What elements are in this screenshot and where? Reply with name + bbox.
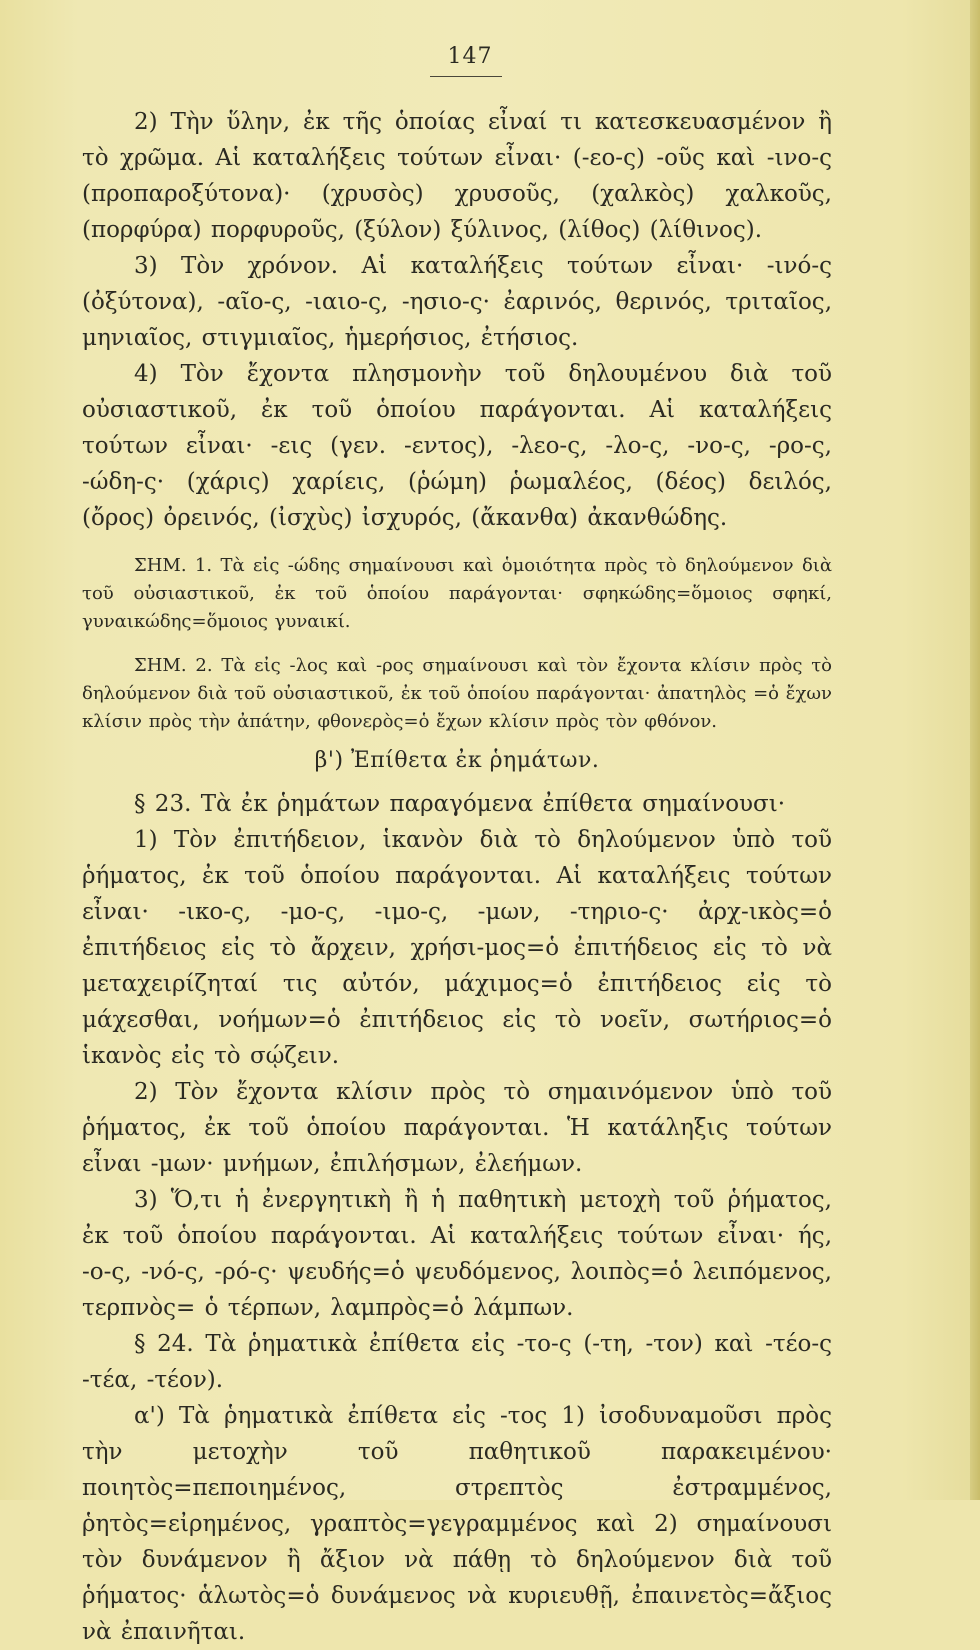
page-number-underline (430, 76, 502, 77)
page-number: 147 (447, 44, 493, 69)
section-heading: β') Ἐπίθετα ἐκ ῥημάτων. (314, 748, 600, 773)
paragraph-section-24: § 24. Τὰ ῥηματικὰ ἐπίθετα εἰς -το-ς (-τη, -τον) καὶ -τέο-ς -τέα, -τέον). (82, 1331, 832, 1393)
paragraph-abundance: 4) Τὸν ἔχοντα πλησμονὴν τοῦ δηλουμένου διὰ τοῦ οὐσιαστικοῦ, ἐκ τοῦ ὁποίου παράγονται. Αἱ καταλήξεις τούτων εἶναι· -εις (γεν. -εντος), -λεο-ς, -λο-ς, -νο-ς, -ρο-ς, -ώδη-ς· (χάρις) χαρίεις, (ῥώμη) ῥωμαλέος, (δέος) δειλός, (ὄρος) ὀρεινός, (ἰσχὺς) ἰσχυρός, (ἄκανθα) ἀκανθώδης. (82, 361, 832, 531)
note-1: ΣΗΜ. 1. Τὰ εἰς -ώδης σημαίνουσι καὶ ὁμοιότητα πρὸς τὸ δηλούμενον διὰ τοῦ οὐσιαστικοῦ, ἐκ τοῦ ὁποίου παράγονται· σφηκώδης=ὅμοιος σφηκί, γυναικώδης=ὅμοιος γυναικί. (82, 555, 832, 632)
section-23-24 (82, 786, 832, 1650)
paragraph-time: 3) Τὸν χρόνον. Αἱ καταλήξεις τούτων εἶναι· -ινό-ς (ὀξύτονα), -αῖο-ς, -ιαιο-ς, -ησιο-ς· ἐαρινός, θερινός, τριταῖος, μηνιαῖος, στιγμιαῖος, ἡμερήσιος, ἐτήσιος. (82, 253, 832, 351)
paragraph-suitable: 1) Τὸν ἐπιτήδειον, ἱκανὸν διὰ τὸ δηλούμενον ὑπὸ τοῦ ῥήματος, ἐκ τοῦ ὁποίου παράγονται. Αἱ καταλήξεις τούτων εἶναι· -ικο-ς, -μο-ς, -ιμο-ς, -μων, -τηριο-ς· ἀρχ-ικὸς=ὁ ἐπιτήδειος εἰς τὸ ἄρχειν, χρήσι-μος=ὁ ἐπιτήδειος εἰς τὸ νὰ μεταχειρίζηταί τις αὐτόν, μάχιμος=ὁ ἐπιτήδειος εἰς τὸ μάχεσθαι, νοήμων=ὁ ἐπιτήδειος εἰς τὸ νοεῖν, σωτήριος=ὁ ἱκανὸς εἰς τὸ σῴζειν. (82, 827, 832, 1069)
paragraph-material: 2) Τὴν ὕλην, ἐκ τῆς ὁποίας εἶναί τι κατεσκευασμένον ἢ τὸ χρῶμα. Αἱ καταλήξεις τούτων εἶναι· (-εο-ς) -οῦς καὶ -ινο-ς (προπαροξύτονα)· (χρυσὸς) χρυσοῦς, (χαλκὸς) χαλκοῦς, (πορφύρα) πορφυροῦς, (ξύλον) ξύλινος, (λίθος) (λίθινος). (82, 109, 832, 243)
main-text-block (82, 104, 832, 1650)
paragraph-section-23-intro: § 23. Τὰ ἐκ ῥημάτων παραγόμενα ἐπίθετα σημαίνουσι· (134, 791, 786, 817)
paragraph-participle: 3) Ὅ,τι ἡ ἐνεργητικὴ ἢ ἡ παθητικὴ μετοχὴ τοῦ ῥήματος, ἐκ τοῦ ὁποίου παράγονται. Αἱ καταλήξεις τούτων εἶναι· ής, -ο-ς, -νό-ς, -ρό-ς· ψευδής=ὁ ψευδόμενος, λοιπὸς=ὁ λειπόμενος, τερπνὸς= ὁ τέρπων, λαμπρὸς=ὁ λάμπων. (82, 1187, 832, 1321)
paragraph-verbal-adjectives: α') Τὰ ῥηματικὰ ἐπίθετα εἰς -τος 1) ἰσοδυναμοῦσι πρὸς τὴν μετοχὴν τοῦ παθητικοῦ παρακειμένου· ποιητὸς=πεποιημένος, στρεπτὸς ἐστραμμένος, ῥητὸς=εἰρημένος, γραπτὸς=γεγραμμένος καὶ 2) σημαίνουσι τὸν δυνάμενον ἢ ἄξιον νὰ πάθῃ τὸ δηλούμενον διὰ τοῦ ῥήματος· ἁλωτὸς=ὁ δυνάμενος νὰ κυριευθῇ, ἐπαινετὸς=ἄξιος νὰ ἐπαινῆται. (82, 1403, 832, 1645)
page-edge-shadow (970, 0, 980, 1500)
note-2: ΣΗΜ. 2. Τὰ εἰς -λος καὶ -ρος σημαίνουσι καὶ τὸν ἔχοντα κλίσιν πρὸς τὸ δηλούμενον διὰ τοῦ οὐσιαστικοῦ, ἐκ τοῦ ὁποίου παράγονται· ἀπατηλὸς =ὁ ἔχων κλίσιν πρὸς τὴν ἀπάτην, φθονερὸς=ὁ ἔχων κλίσιν πρὸς τὸν φθόνον. (82, 655, 832, 732)
paragraph-tendency: 2) Τὸν ἔχοντα κλίσιν πρὸς τὸ σημαινόμενον ὑπὸ τοῦ ῥήματος, ἐκ τοῦ ὁποίου παράγονται. Ἡ κατάληξις τούτων εἶναι -μων· μνήμων, ἐπιλήσμων, ἐλεήμων. (82, 1079, 832, 1177)
